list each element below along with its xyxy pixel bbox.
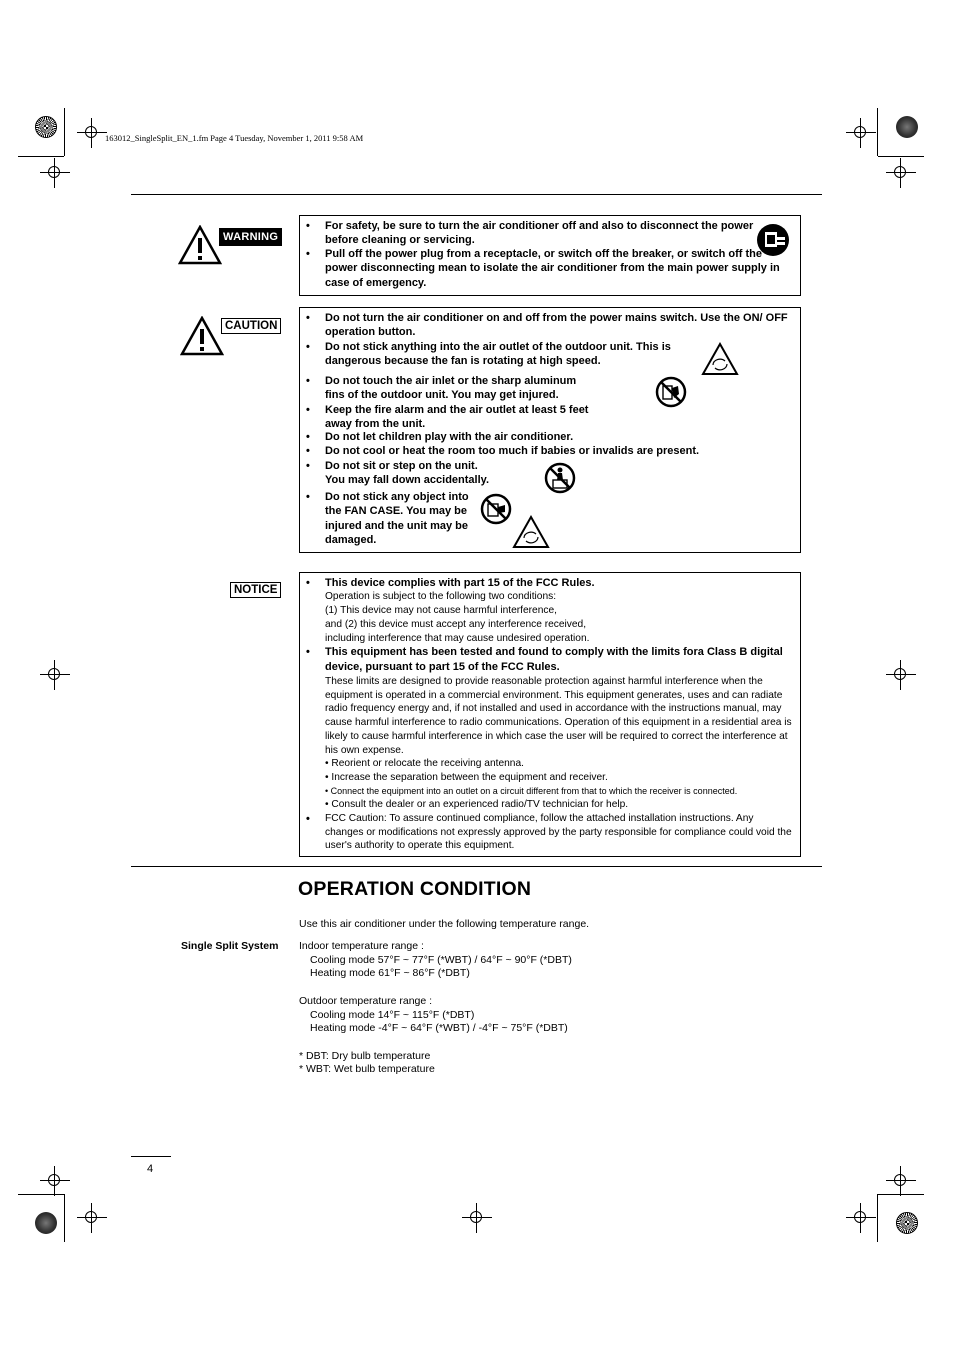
caution-item: • Do not cool or heat the room too much if babies or invalids are present. [300,444,798,458]
indoor-label: Indoor temperature range : [299,940,424,952]
fan-hazard-icon [512,515,550,549]
section-intro: Use this air conditioner under the following temperature range. [299,918,590,930]
side-label: Single Split System [181,940,279,952]
footer-rule [131,1156,171,1157]
unplug-icon [756,223,790,257]
no-touch-icon [655,376,687,408]
warning-label: WARNING [219,228,282,246]
registration-disc-icon [35,116,57,138]
notice-item-fcc-caution: • FCC Caution: To assure continued compliance, follow the attached installation instructions. Any changes or modifications not expressly approved by the party responsible for compliance could void the user's authority to operate this equipment. [300,812,794,853]
registration-mark-icon [846,1203,876,1233]
registration-mark-icon [886,660,916,690]
note-wbt: * WBT: Wet bulb temperature [299,1063,435,1076]
registration-mark-icon [462,1203,492,1233]
registration-mark-icon [846,118,876,148]
warning-box [299,215,801,296]
no-insert-icon [480,493,512,525]
indoor-cooling: Cooling mode 57°F ~ 77°F (*WBT) / 64°F ~ 90°F (*DBT) [310,953,572,966]
no-step-icon [544,462,576,494]
registration-disc-icon [896,1212,918,1234]
registration-mark-icon [40,1166,70,1196]
section-rule [131,866,822,867]
registration-mark-icon [40,660,70,690]
caution-item: • Keep the fire alarm and the air outlet at least 5 feet away from the unit. [300,403,590,432]
note-dbt: * DBT: Dry bulb temperature [299,1049,431,1062]
indoor-heating: Heating mode 61°F ~ 86°F (*DBT) [310,967,470,980]
outdoor-heating: Heating mode -4°F ~ 64°F (*WBT) / -4°F ~ 75°F (*DBT) [310,1022,568,1035]
section-title: OPERATION CONDITION [298,878,532,900]
caution-item: • Do not stick anything into the air outlet of the outdoor unit. This is dangerous because the fan is rotating at high speed. [300,340,672,369]
caution-box [299,307,801,553]
registration-mark-icon [40,158,70,188]
notice-item-fcc-part15: • This device complies with part 15 of the FCC Rules. Operation is subject to the following two conditions: (1) This device may not cause harmful interference, and (2) this device must accept any interference received, including interference that may cause undesired operation. [300,576,794,645]
page-number: 4 [147,1163,154,1175]
outdoor-cooling: Cooling mode 14°F ~ 115°F (*DBT) [310,1008,475,1021]
registration-mark-icon [77,1203,107,1233]
temperature-ranges [299,940,572,1077]
header-rule [131,194,822,195]
caution-item: • Do not let children play with the air conditioner. [300,430,798,444]
print-header: 163012_SingleSplit_EN_1.fm Page 4 Tuesday, November 1, 2011 9:58 AM [105,133,364,143]
caution-item: • Do not stick any object into the FAN CASE. You may be injured and the unit may be damaged. [300,490,470,548]
fan-hazard-icon [701,342,739,376]
registration-mark-icon [77,118,107,148]
outdoor-label: Outdoor temperature range : [299,994,433,1007]
registration-disc-icon [35,1212,57,1234]
notice-box [299,572,801,857]
caution-label: CAUTION [221,318,281,334]
notice-item-class-b: • This equipment has been tested and found to comply with the limits fora Class B digital device, pursuant to part 15 of the FCC Rules. These limits are designed to provide reasonable protection against harmful interference when the equipment is operated in a commercial environment. This equipment generates, uses and can radiate radio frequency energy and, if not installed and used in accordance with the instructions manual, may cause harmful interference to radio communications. Operation of this equipment in a residential area is likely to cause harmful interference in which case the user will be required to correct the interference at his own expense. • Reorient or relocate the receiving antenna. • Increase the separation between the equipment and receiver. • Connect the equipment into an outlet on a circuit different from that to which the receiver is connected. • Consult the dealer or an experienced radio/TV technician for help. [300,645,794,812]
warning-triangle-icon [178,225,222,265]
caution-item: • Do not sit or step on the unit. You may fall down accidentally. [300,459,500,488]
warning-item: • Pull off the power plug from a receptacle, or switch off the breaker, or switch off the power disconnecting mean to isolate the air conditioner from the main power supply in case of emergency. [300,247,795,290]
caution-triangle-icon [180,316,224,356]
caution-item: • Do not touch the air inlet or the sharp aluminum fins of the outdoor unit. You may get injured. [300,374,590,403]
warning-item: • For safety, be sure to turn the air conditioner off and also to disconnect the power before cleaning or servicing. [300,219,755,248]
notice-label: NOTICE [230,582,281,598]
registration-mark-icon [886,1166,916,1196]
caution-item: • Do not turn the air conditioner on and off from the power mains switch. Use the ON/ OFF operation button. [300,311,798,340]
registration-mark-icon [886,158,916,188]
registration-disc-icon [896,116,918,138]
